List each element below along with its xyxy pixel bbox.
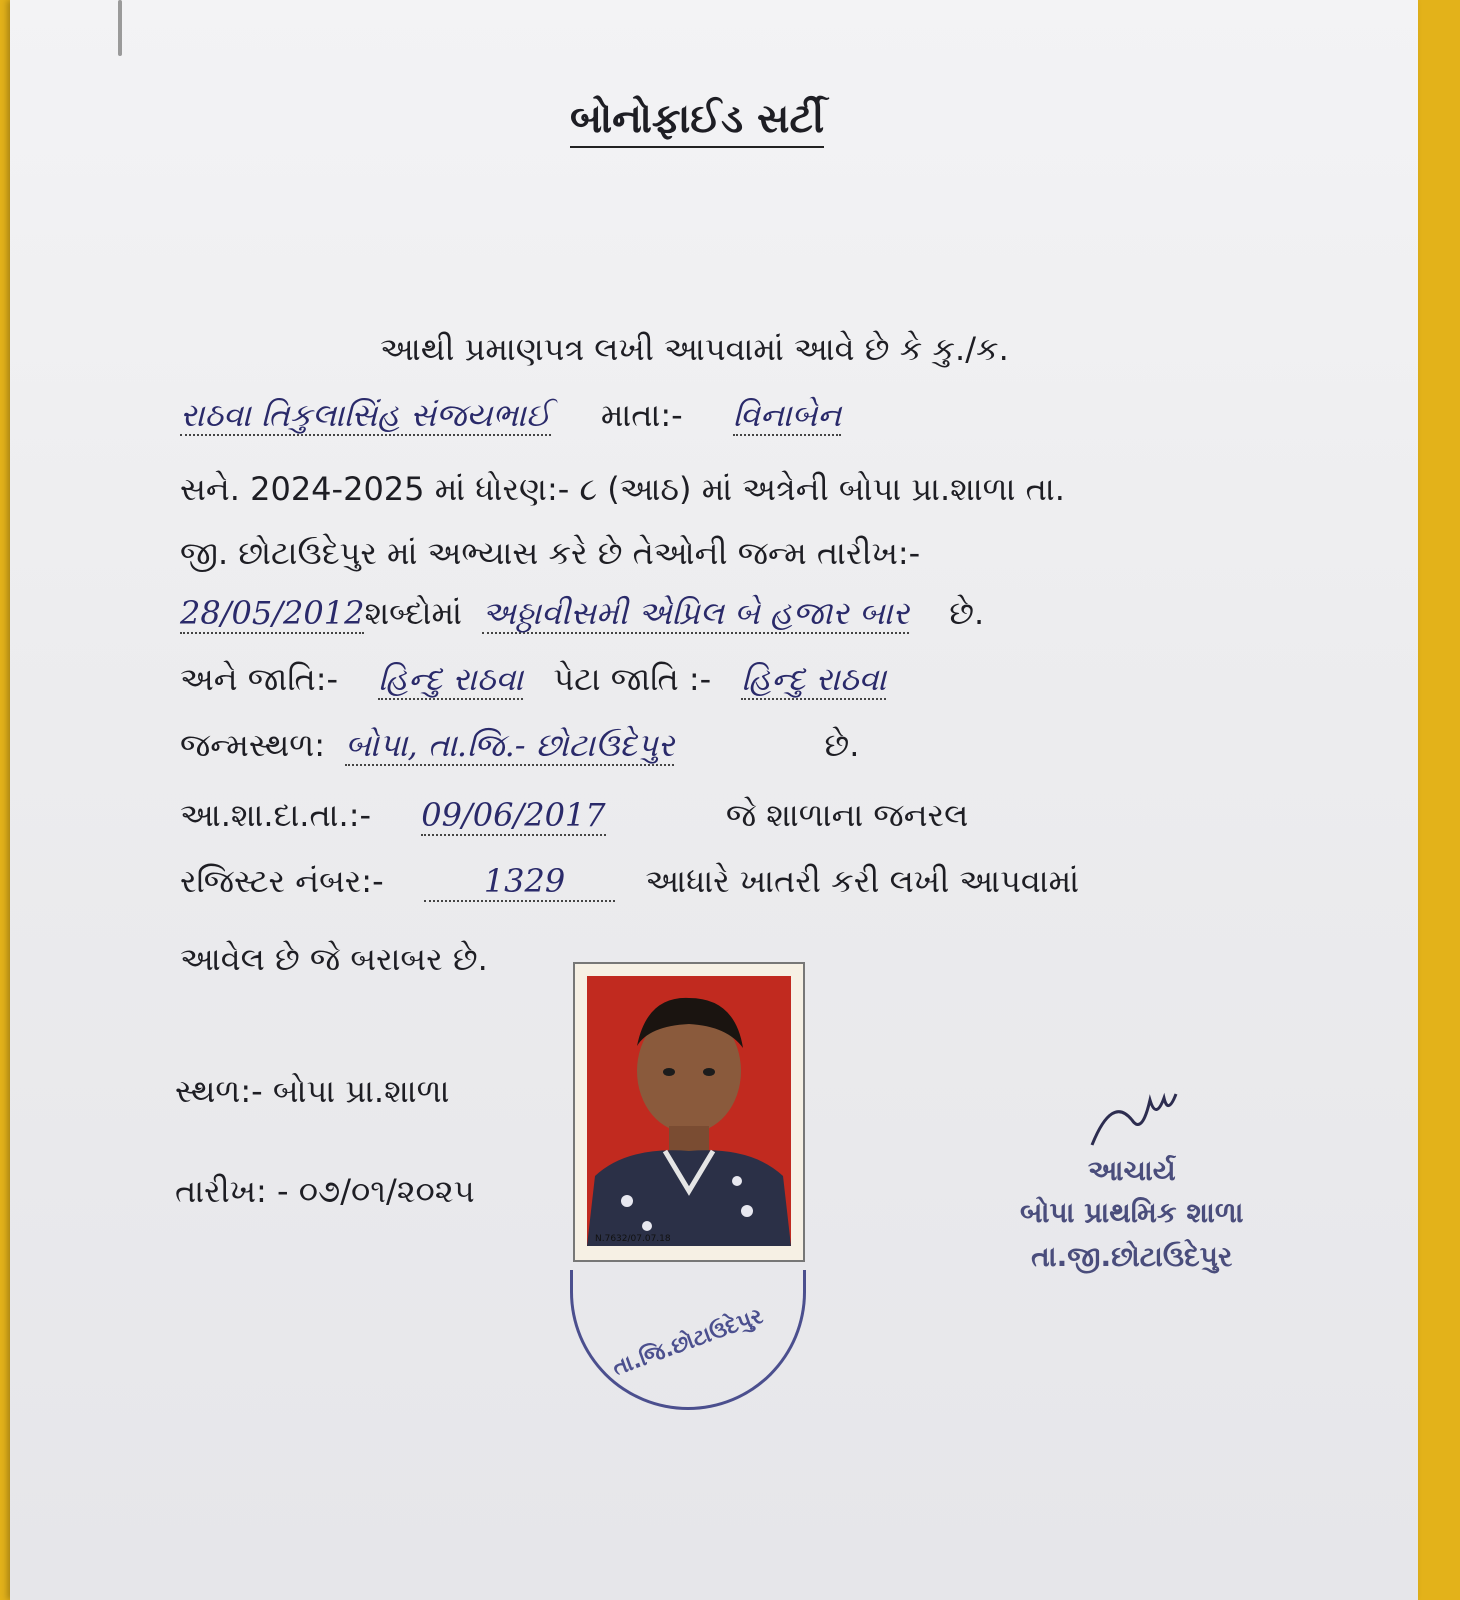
admission-label: આ.શા.દા.તા.:-	[180, 796, 372, 834]
admission-date: 09/06/2017	[421, 796, 606, 834]
caste-label: અને જાતિ:-	[180, 660, 339, 698]
subcaste-value: હિન્દુ રાઠવા	[741, 660, 887, 698]
dob-value: 28/05/2012	[180, 594, 365, 632]
caste-value: હિન્દુ રાઠવા	[378, 660, 524, 698]
name-line	[180, 396, 841, 434]
photo-image	[587, 976, 791, 1246]
register-number: 1329	[424, 862, 615, 902]
page-title: બોનોફાઈડ સર્ટી	[570, 96, 824, 148]
intro-line: આથી પ્રમાણપત્ર લખી આપવામાં આવે છે કે કુ./ક.	[380, 330, 1009, 368]
school-district: તા.જી.છોટાઉદેપુર	[1031, 1240, 1233, 1273]
general-text: જે શાળાના જનરલ	[725, 796, 969, 834]
birthplace-is: છે.	[824, 726, 860, 764]
principal-signature-block	[1020, 1090, 1244, 1274]
admission-line	[180, 796, 968, 834]
register-line	[180, 862, 1079, 900]
register-text: આધારે ખાતરી કરી લખી આપવામાં	[645, 862, 1080, 900]
dob-is: છે.	[949, 594, 985, 632]
birthplace-line	[180, 726, 859, 764]
date-line: તારીખ: - ૦૭/૦૧/૨૦૨૫	[175, 1172, 475, 1210]
student-name: રાઠવા તિકુલાસિંહ સંજયભાઈ	[180, 396, 551, 434]
class-line: સને. 2024-2025 માં ધોરણ:- ૮ (આઠ) માં અત્રેની બોપા પ્રા.શાળા તા.	[180, 470, 1065, 508]
signature-scribble	[1072, 1090, 1192, 1150]
birthplace-label: જન્મસ્થળ:	[180, 726, 326, 764]
photo-label: N.7632/07.07.18	[595, 1234, 671, 1244]
closing-line: આવેલ છે જે બરાબર છે.	[180, 940, 488, 978]
principal-role: આચાર્ય	[1087, 1154, 1176, 1187]
stapler-pin	[118, 0, 122, 56]
subcaste-label: પેટા જાતિ :-	[553, 660, 712, 698]
mother-label: માતા:-	[600, 396, 683, 434]
dob-line	[180, 594, 984, 632]
caste-line	[180, 660, 886, 698]
dob-words: અઠ્ઠાવીસમી એપ્રિલ બે હજાર બાર	[482, 594, 910, 632]
school-line: જી. છોટાઉદેપુર માં અભ્યાસ કરે છે તેઓની જન્મ તારીખ:-	[180, 534, 921, 572]
school-name: બોપા પ્રાથમિક શાળા	[1020, 1196, 1244, 1229]
birthplace-value: બોપા, તા.જિ.- છોટાઉદેપુર	[345, 726, 675, 764]
student-photo	[573, 962, 805, 1262]
register-label: રજિસ્ટર નંબર:-	[180, 862, 384, 900]
school-seal	[570, 1270, 806, 1410]
words-label: શબ્દોમાં	[364, 594, 462, 632]
certificate-page	[10, 0, 1418, 1600]
mother-name: વિનાબેન	[732, 396, 842, 434]
seal-text: તા.જિ.છોટાઉદેપુર	[609, 1303, 767, 1382]
place-line: સ્થળ:- બોપા પ્રા.શાળા	[175, 1072, 450, 1110]
